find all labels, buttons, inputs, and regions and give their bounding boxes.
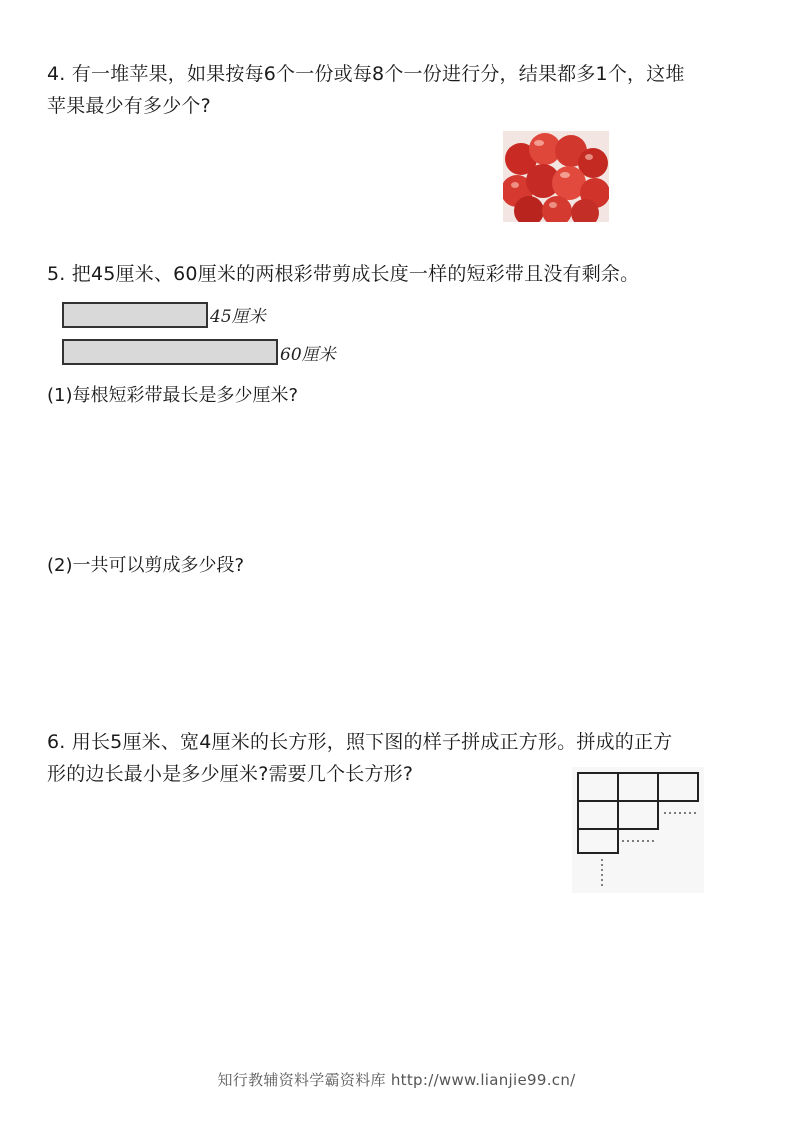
ribbon-figure bbox=[58, 294, 348, 370]
question-5-part-1: (1)每根短彩带最长是多少厘米? bbox=[47, 385, 299, 406]
apple-pile-image bbox=[503, 131, 609, 222]
question-4-line-1: 4. 有一堆苹果，如果按每6个一份或每8个一份进行分，结果都多1个，这堆 bbox=[47, 63, 685, 85]
question-5: 5. 把45厘米、60厘米的两根彩带剪成长度一样的短彩带且没有剩余。 bbox=[47, 263, 640, 285]
question-6-line-2: 形的边长最小是多少厘米?需要几个长方形? bbox=[47, 763, 414, 785]
question-6-line-1: 6. 用长5厘米、宽4厘米的长方形，照下图的样子拼成正方形。拼成的正方 bbox=[47, 731, 673, 753]
ribbon-45 bbox=[62, 302, 208, 328]
question-5-part-2: (2)一共可以剪成多少段? bbox=[47, 555, 245, 576]
ribbon-60-label: 60厘米 bbox=[280, 345, 336, 365]
question-4-line-2: 苹果最少有多少个? bbox=[47, 95, 211, 117]
ribbon-45-label: 45厘米 bbox=[210, 307, 266, 327]
rectangle-tiling-figure bbox=[572, 767, 704, 893]
ribbon-60 bbox=[62, 339, 278, 365]
question-4 bbox=[47, 58, 759, 122]
footer-watermark: 知行教辅资料学霸资料库 http://www.lianjie99.cn/ bbox=[217, 1071, 576, 1089]
